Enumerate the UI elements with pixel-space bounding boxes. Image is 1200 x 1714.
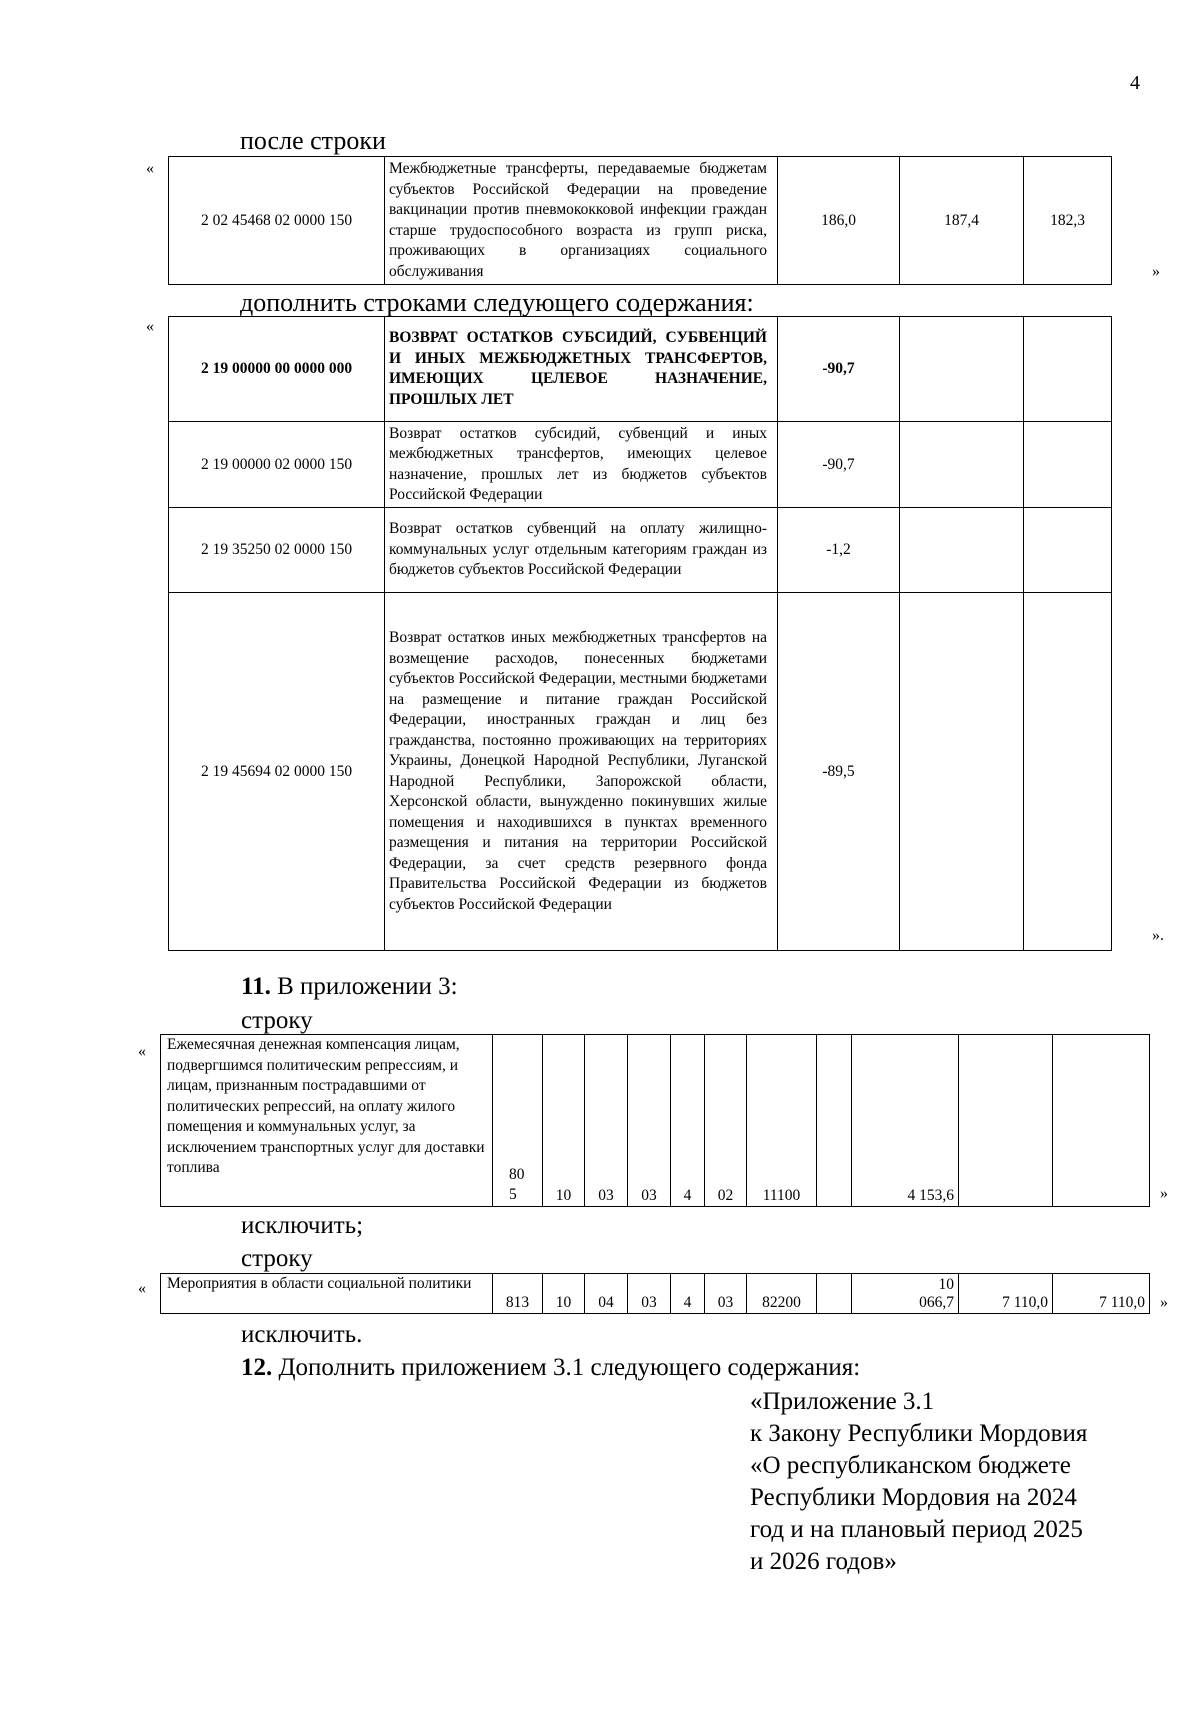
- open-quote: «: [146, 318, 154, 335]
- table-appendix3-row-2: [160, 1273, 1150, 1314]
- appendix-line: Республики Мордовия на 2024: [750, 1484, 1077, 1511]
- row-value-3: [1024, 317, 1112, 422]
- table-row: [169, 317, 1112, 422]
- item-11-heading: [241, 972, 458, 1002]
- table-existing-row: [168, 156, 1112, 285]
- row-label: строку: [241, 1007, 313, 1034]
- row-description: Возврат остатков субвенций на оплату жилищно-коммунальных услуг отдельным категориям граждан из бюджетов субъектов Российской Федерации: [385, 508, 778, 593]
- appendix-line: к Закону Республики Мордовия: [750, 1420, 1088, 1447]
- row-value-1: -90,7: [778, 317, 900, 422]
- table-row: [169, 157, 1112, 285]
- expense-name: Мероприятия в области социальной политики: [161, 1274, 493, 1314]
- amount-2025: [959, 1035, 1053, 1207]
- table-row: [169, 593, 1112, 951]
- appendix-line: «Приложение 3.1: [750, 1388, 935, 1415]
- row-description: ВОЗВРАТ ОСТАТКОВ СУБСИДИЙ, СУБВЕНЦИЙ И ИНЫХ МЕЖБЮДЖЕТНЫХ ТРАНСФЕРТОВ, ИМЕЮЩИХ ЦЕЛЕВОЕ НАЗНАЧЕНИЕ, ПРОШЛЫХ ЛЕТ: [385, 317, 778, 422]
- close-quote: »: [1152, 263, 1160, 280]
- appendix-line: «О республиканском бюджете: [750, 1452, 1071, 1479]
- appendix-header: [750, 1386, 1087, 1578]
- row-description: Межбюджетные трансферты, передаваемые бюджетам субъектов Российской Федерации на проведение вакцинации против пневмококковой инфекции граждан старше трудоспособного возраста из групп риска, проживающих в организациях социального обслуживания: [385, 157, 778, 285]
- event-code: 03: [705, 1274, 747, 1314]
- row-description: Возврат остатков субсидий, субвенций и иных межбюджетных трансфертов, имеющих целевое назначение, прошлых лет из бюджетов субъектов Российской Федерации: [385, 422, 778, 508]
- row-value-2: 187,4: [900, 157, 1024, 285]
- subsection-code: 04: [585, 1274, 628, 1314]
- open-quote: «: [138, 1280, 146, 1297]
- subsection-code: 03: [585, 1035, 628, 1207]
- open-quote: «: [138, 1043, 146, 1060]
- table-appendix3-row-1: [160, 1034, 1150, 1207]
- item-number: 12.: [241, 1354, 273, 1381]
- row-description: Возврат остатков иных межбюджетных трансфертов на возмещение расходов, понесенных бюджетами субъектов Российской Федерации, местными бюджетами на размещение и питание граждан Российской Федерации, иностранных граждан и лиц без гражданства, постоянно проживающих на территориях Украины, Донецкой Народной Республики, Луганской Народной Республики, Запорожской области, Херсонской области, вынужденно покинувших жилые помещения и находившихся в пунктах временного размещения и питания на территории Российской Федерации, за счет средств резервного фонда Правительства Российской Федерации из бюджетов субъектов Российской Федерации: [385, 593, 778, 951]
- row-value-3: [1024, 593, 1112, 951]
- expense-type-code: [817, 1274, 852, 1314]
- section-code: 10: [543, 1035, 585, 1207]
- row-value-1: -1,2: [778, 508, 900, 593]
- ministry-code: 813: [493, 1274, 543, 1314]
- table-row: [169, 508, 1112, 593]
- row-value-3: [1024, 508, 1112, 593]
- appendix-line: год и на плановый период 2025: [750, 1516, 1083, 1543]
- event-code: 02: [705, 1035, 747, 1207]
- expense-name: Ежемесячная денежная компенсация лицам, подвергшимся политическим репрессиям, и лицам, признанным пострадавшими от политических репрессий, на оплату жилого помещения и коммунальных услуг, за исключением транспортных услуг для доставки топлива: [161, 1035, 493, 1207]
- row-value-1: -90,7: [778, 422, 900, 508]
- item-text: В приложении 3:: [270, 973, 458, 1000]
- row-value-1: -89,5: [778, 593, 900, 951]
- amount-2026: [1053, 1035, 1150, 1207]
- expense-type-code: [817, 1035, 852, 1207]
- appendix-line: и 2026 годов»: [750, 1548, 897, 1575]
- open-quote: «: [146, 160, 154, 177]
- table-row: [161, 1035, 1150, 1207]
- amount-2024: 10 066,7: [852, 1274, 959, 1314]
- row-code: 2 19 35250 02 0000 150: [169, 508, 385, 593]
- item-12-heading: [241, 1353, 860, 1383]
- row-value-3: 182,3: [1024, 157, 1112, 285]
- row-label: строку: [241, 1245, 313, 1272]
- exclude-text: исключить;: [241, 1212, 364, 1239]
- amount-2026: 7 110,0: [1053, 1274, 1150, 1314]
- program-code: 03: [628, 1035, 671, 1207]
- table-added-rows: [168, 316, 1112, 951]
- close-quote: »: [1160, 1185, 1168, 1202]
- program-code: 03: [628, 1274, 671, 1314]
- close-quote: ».: [1152, 927, 1164, 944]
- row-code: 2 19 45694 02 0000 150: [169, 593, 385, 951]
- amount-2025: 7 110,0: [959, 1274, 1053, 1314]
- table-row: [161, 1274, 1150, 1314]
- row-value-2: [900, 317, 1024, 422]
- row-value-1: 186,0: [778, 157, 900, 285]
- row-value-2: [900, 508, 1024, 593]
- ministry-code: 80 5: [493, 1035, 543, 1207]
- item-text: Дополнить приложением 3.1 следующего содержания:: [272, 1354, 861, 1381]
- page-number: 4: [1130, 72, 1140, 94]
- table-row: [169, 422, 1112, 508]
- direction-code: 11100: [747, 1035, 817, 1207]
- section-heading-add-rows: дополнить строками следующего содержания:: [240, 288, 754, 317]
- exclude-text: исключить.: [241, 1321, 363, 1348]
- direction-code: 82200: [747, 1274, 817, 1314]
- item-number: 11.: [241, 973, 271, 1000]
- section-heading-after-row: после строки: [240, 126, 386, 155]
- type-code: 4: [671, 1035, 705, 1207]
- row-code: 2 19 00000 00 0000 000: [169, 317, 385, 422]
- row-code: 2 19 00000 02 0000 150: [169, 422, 385, 508]
- row-code: 2 02 45468 02 0000 150: [169, 157, 385, 285]
- section-code: 10: [543, 1274, 585, 1314]
- amount-2024: 4 153,6: [852, 1035, 959, 1207]
- type-code: 4: [671, 1274, 705, 1314]
- row-value-3: [1024, 422, 1112, 508]
- row-value-2: [900, 422, 1024, 508]
- row-value-2: [900, 593, 1024, 951]
- close-quote: »: [1160, 1294, 1168, 1311]
